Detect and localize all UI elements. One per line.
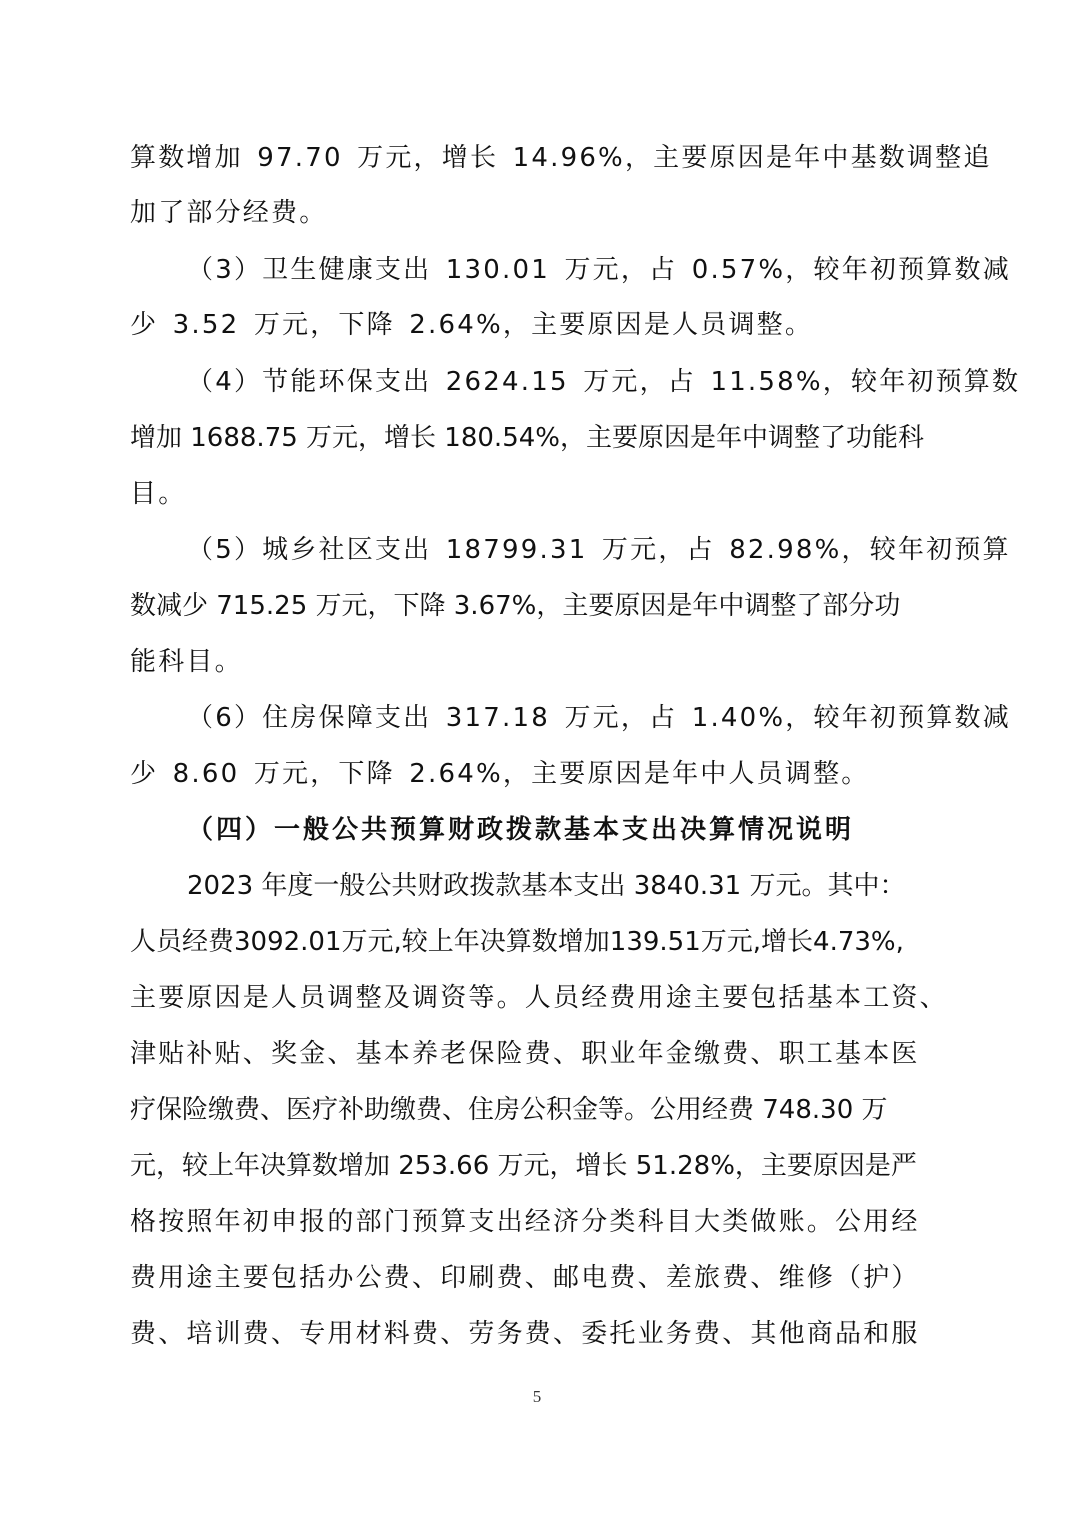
page-number: 5	[532, 1387, 542, 1406]
body-line: 少 3.52 万元，下降 2.64%，主要原因是人员调整。	[130, 310, 814, 340]
body-line: 人员经费3092.01万元,较上年决算数增加139.51万元,增长4.73%,	[130, 927, 904, 957]
body-line: 目。	[130, 479, 187, 509]
body-line: 主要原因是人员调整及调资等。人员经费用途主要包括基本工资、	[130, 983, 948, 1013]
body-line: 算数增加 97.70 万元，增长 14.96%，主要原因是年中基数调整追	[130, 143, 992, 173]
body-line: 能科目。	[130, 647, 243, 677]
body-line: 津贴补贴、奖金、基本养老保险费、职业年金缴费、职工基本医	[130, 1039, 920, 1069]
body-line: 加了部分经费。	[130, 198, 328, 228]
body-line: （4）节能环保支出 2624.15 万元，占 11.58%，较年初预算数	[187, 367, 1021, 397]
body-line: （3）卫生健康支出 130.01 万元，占 0.57%，较年初预算数减	[187, 255, 1011, 285]
body-line: （6）住房保障支出 317.18 万元，占 1.40%，较年初预算数减	[187, 703, 1011, 733]
body-line: 数减少 715.25 万元，下降 3.67%，主要原因是年中调整了部分功	[130, 591, 901, 621]
body-line: 增加 1688.75 万元，增长 180.54%，主要原因是年中调整了功能科	[130, 423, 924, 453]
body-line: （5）城乡社区支出 18799.31 万元，占 82.98%，较年初预算	[187, 535, 1011, 565]
section-heading: （四）一般公共预算财政拨款基本支出决算情况说明	[187, 815, 855, 845]
body-line: 少 8.60 万元，下降 2.64%，主要原因是年中人员调整。	[130, 759, 870, 789]
body-line: 疗保险缴费、医疗补助缴费、住房公积金等。公用经费 748.30 万	[130, 1095, 888, 1125]
body-line: 费用途主要包括办公费、印刷费、邮电费、差旅费、维修（护）	[130, 1263, 920, 1293]
body-line: 2023 年度一般公共财政拨款基本支出 3840.31 万元。其中：	[187, 871, 906, 901]
body-line: 费、培训费、专用材料费、劳务费、委托业务费、其他商品和服	[130, 1319, 920, 1349]
body-line: 元，较上年决算数增加 253.66 万元，增长 51.28%，主要原因是严	[130, 1151, 917, 1181]
body-line: 格按照年初申报的部门预算支出经济分类科目大类做账。公用经	[130, 1207, 920, 1237]
